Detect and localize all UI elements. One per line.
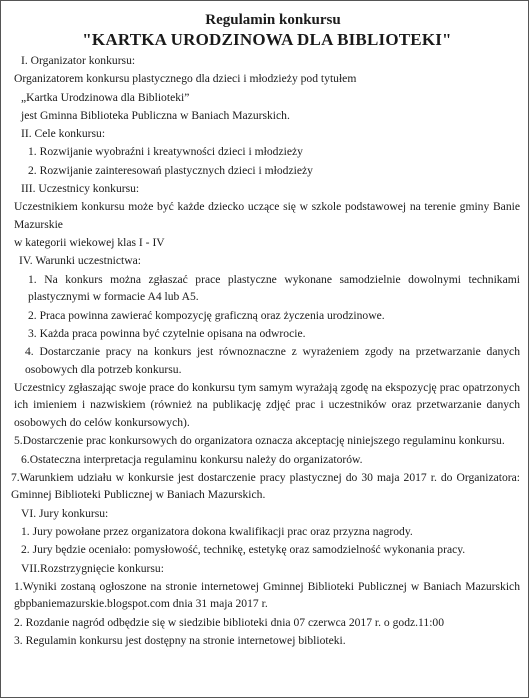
list-item: 6.Ostateczna interpretacja regulaminu konkursu należy do organizatorów. — [21, 452, 363, 466]
list-item: 3. Regulamin konkursu jest dostępny na stronie internetowej biblioteki. — [14, 633, 346, 647]
list-item: 2. Jury będzie oceniało: pomysłowość, technikę, estetykę oraz samodzielność wykonania pracy. — [21, 543, 466, 557]
paragraph: Organizatorem konkursu plastycznego dla dzieci i młodzieży pod tytułem — [14, 72, 357, 86]
list-item: 1. Na konkurs można zgłaszać prace plastyczne wykonane samodzielnie dowolnymi technikami plastycznymi w formacie A4 lub A5. — [28, 272, 520, 304]
paragraph: w kategorii wiekowej klas I - IV — [14, 236, 165, 250]
list-item: 4. Dostarczanie pracy na konkurs jest równoznaczne z wyrażeniem zgody na przetwarzanie danych osobowych dla potrzeb konkursu. — [25, 345, 520, 376]
list-item: 2. Rozdanie nagród odbędzie się w siedzibie biblioteki dnia 07 czerwca 2017 r. o godz.11:00 — [14, 615, 445, 629]
list-item: 1. Rozwijanie wyobraźni i kreatywności dzieci i młodzieży — [28, 145, 303, 159]
list-item: 3. Każda praca powinna być czytelnie opisana na odwrocie. — [28, 326, 306, 340]
section-heading-participants: III. Uczestnicy konkursu: — [21, 182, 140, 196]
section-heading-conditions: IV. Warunki uczestnictwa: — [19, 254, 141, 268]
list-item: 2. Praca powinna zawierać kompozycję graficzną oraz życzenia urodzinowe. — [28, 308, 385, 322]
list-item: 7.Warunkiem udziału w konkursie jest dostarczenie pracy plastycznej do 30 maja 2017 r. do Organizatora: Gminnej Biblioteki Publicznej w Baniach Mazurskich. — [11, 470, 520, 502]
list-item: 1.Wyniki zostaną ogłoszone na stronie internetowej Gminnej Biblioteki Publicznej w Baniach Mazurskich gbpbaniemazurskie.blogspot.com dnia 31 maja 2017 r. — [14, 579, 520, 611]
contest-name: "KARTKA URODZINOWA DLA BIBLIOTEKI" — [82, 30, 452, 49]
list-item: 2. Rozwijanie zainteresowań plastycznych dzieci i młodzieży — [28, 163, 313, 177]
document-title: Regulamin konkursu — [205, 12, 341, 28]
paragraph: „Kartka Urodzinowa dla Biblioteki” — [21, 90, 190, 104]
section-heading-goals: II. Cele konkursu: — [21, 127, 106, 141]
section-heading-jury: VI. Jury konkursu: — [21, 506, 109, 520]
list-item: 5.Dostarczenie prac konkursowych do organizatora oznacza akceptację niniejszego regulaminu konkursu. — [14, 434, 505, 448]
section-heading-results: VII.Rozstrzygnięcie konkursu: — [21, 561, 164, 575]
section-heading-organizer: I. Organizator konkursu: — [21, 54, 136, 67]
paragraph: Uczestnikiem konkursu może być każde dziecko uczące się w szkole podstawowej na terenie gminy Banie Mazurskie — [14, 200, 520, 231]
list-item: 1. Jury powołane przez organizatora dokona kwalifikacji prac oraz przyzna nagrody. — [21, 524, 413, 538]
paragraph: jest Gminna Biblioteka Publiczna w Baniach Mazurskich. — [21, 108, 290, 122]
regulations-body — [11, 52, 520, 649]
paragraph: Uczestnicy zgłaszając swoje prace do konkursu tym samym wyrażają zgodę na ekspozycję prac opatrzonych ich imieniem i nazwiskiem (również na publikację zdjęć prac i uczestników oraz przetwarzanie danych osobowych do celów konkursowych). — [14, 380, 520, 429]
